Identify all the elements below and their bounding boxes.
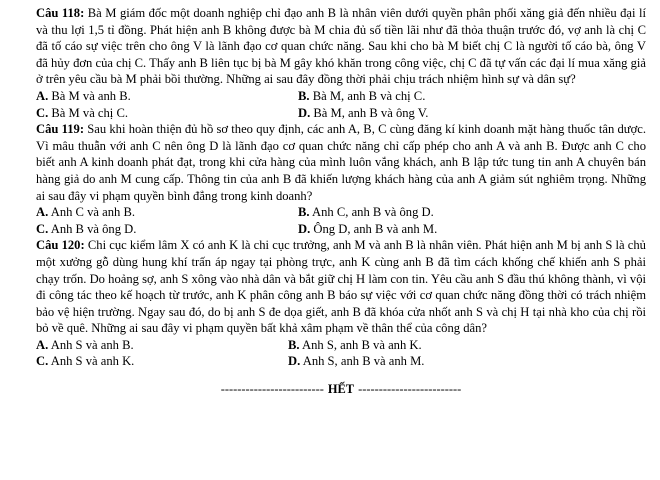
question-118-option-d[interactable] xyxy=(298,105,598,122)
option-key: C. xyxy=(36,105,49,120)
question-118-option-c[interactable] xyxy=(36,105,298,122)
question-119 xyxy=(36,121,646,237)
question-119-option-b[interactable] xyxy=(298,204,598,221)
question-119-option-c[interactable] xyxy=(36,221,298,238)
option-text: Bà M, anh B và chị C. xyxy=(312,88,426,103)
option-key: A. xyxy=(36,205,49,220)
option-text: Anh C, anh B và ông D. xyxy=(312,205,434,220)
question-119-stem xyxy=(36,121,646,204)
option-key: C. xyxy=(36,354,49,369)
question-120-label: Câu 120: xyxy=(36,238,85,253)
question-119-label: Câu 119: xyxy=(36,122,85,137)
option-text: Anh B và ông D. xyxy=(50,221,137,236)
end-rule-left: ------------------------- xyxy=(220,382,324,397)
option-key: D. xyxy=(298,221,311,236)
question-120-option-b[interactable] xyxy=(288,337,588,354)
end-rule-right: ------------------------- xyxy=(358,382,462,397)
question-119-option-a[interactable] xyxy=(36,204,298,221)
option-key: D. xyxy=(298,105,311,120)
end-marker xyxy=(36,381,646,398)
option-text: Anh S và anh B. xyxy=(50,337,134,352)
question-119-options xyxy=(36,204,646,237)
option-key: B. xyxy=(298,88,310,103)
question-118 xyxy=(36,5,646,121)
option-text: Anh S, anh B và anh M. xyxy=(302,354,425,369)
question-118-option-b[interactable] xyxy=(298,88,598,105)
question-119-option-d[interactable] xyxy=(298,221,598,238)
option-key: B. xyxy=(298,205,310,220)
option-text: Bà M và anh B. xyxy=(51,88,131,103)
option-text: Anh S, anh B và anh K. xyxy=(302,337,422,352)
option-key: A. xyxy=(36,88,49,103)
question-119-text: Sau khi hoàn thiện đủ hồ sơ theo quy định, các anh A, B, C cùng đăng kí kinh doanh mặt hàng thuốc tân dược. Vì mâu thuẫn với anh C nên ông D là lãnh đạo cơ quan chức năng chỉ cấp phép cho anh A và anh B. Được anh C cho biết anh A kinh doanh phát đạt, trong khi cửa hàng của mình luôn vắng khách, anh B lập tức tung tin anh A chuyên bán hàng giả do anh M cung cấp. Thông tin của anh B đã khiến lượng khách hàng của anh A giảm sút nghiêm trọng. Những ai sau đây vi phạm quyền bình đẳng trong kinh doanh? xyxy=(36,122,646,203)
question-118-text: Bà M giám đốc một doanh nghiệp chỉ đạo anh B là nhân viên dưới quyền phân phối xăng giả đến nhiều đại lí và thu lợi 1,5 tỉ đồng. Phát hiện anh B không được bà M chia đủ số tiền lãi như đã thỏa thuận trước đó, vợ anh là chị C đã tố cáo sự việc trên cho ông V là lãnh đạo cơ quan chức năng. Sau khi cho bà M biết chị C là người tố cáo bà, ông V đã hủy đơn của chị C. Thấy anh B liên tục bị bà M gây khó khăn trong công việc, chị C đã tự vấn các đại lí mua xăng giả ở trên yêu cầu bà M phải bồi thường. Những ai sau đây đồng thời phải chịu trách nhiệm hình sự và dân sự? xyxy=(36,6,646,87)
question-120-option-c[interactable] xyxy=(36,353,288,370)
question-118-options xyxy=(36,88,646,121)
question-120-options xyxy=(36,337,646,370)
option-text: Bà M và chị C. xyxy=(51,105,129,120)
question-118-stem xyxy=(36,5,646,88)
question-120-text: Chi cục kiểm lâm X có anh K là chi cục trưởng, anh M và anh B là nhân viên. Phát hiện anh M bị anh S là chủ một xưởng gỗ dùng hung khí trấn áp ngay tại phòng trực, anh K cùng anh B đã tìm cách khống chế khiến anh S phải chạy trốn. Do hoảng sợ, anh S xông vào nhà dân và bắt giữ chị H làm con tin. Yêu cầu anh S đầu thú không thành, vì vội đi công tác theo kế hoạch từ trước, anh K phân công anh B báo sự việc với cơ quan chức năng đồng thời có trách nhiệm bảo vệ hiện trường. Ngay sau đó, do bị anh S đe dọa giết, anh B đã khóa cửa nhốt anh S và chị H tại nhà kho của chị rồi bỏ về quê. Những ai sau đây vi phạm quyền bất khả xâm phạm về thân thể của công dân? xyxy=(36,238,646,336)
question-120-option-d[interactable] xyxy=(288,353,588,370)
question-120-option-a[interactable] xyxy=(36,337,288,354)
option-key: A. xyxy=(36,337,49,352)
option-text: Anh C và anh B. xyxy=(50,205,136,220)
option-key: C. xyxy=(36,221,49,236)
end-label: HẾT xyxy=(327,382,355,397)
question-118-option-a[interactable] xyxy=(36,88,298,105)
question-120 xyxy=(36,237,646,370)
option-key: B. xyxy=(288,337,300,352)
option-text: Anh S và anh K. xyxy=(50,354,135,369)
question-118-label: Câu 118: xyxy=(36,6,85,20)
option-text: Ông D, anh B và anh M. xyxy=(313,221,438,236)
option-key: D. xyxy=(288,354,301,369)
question-120-stem xyxy=(36,237,646,337)
option-text: Bà M, anh B và ông V. xyxy=(313,105,429,120)
